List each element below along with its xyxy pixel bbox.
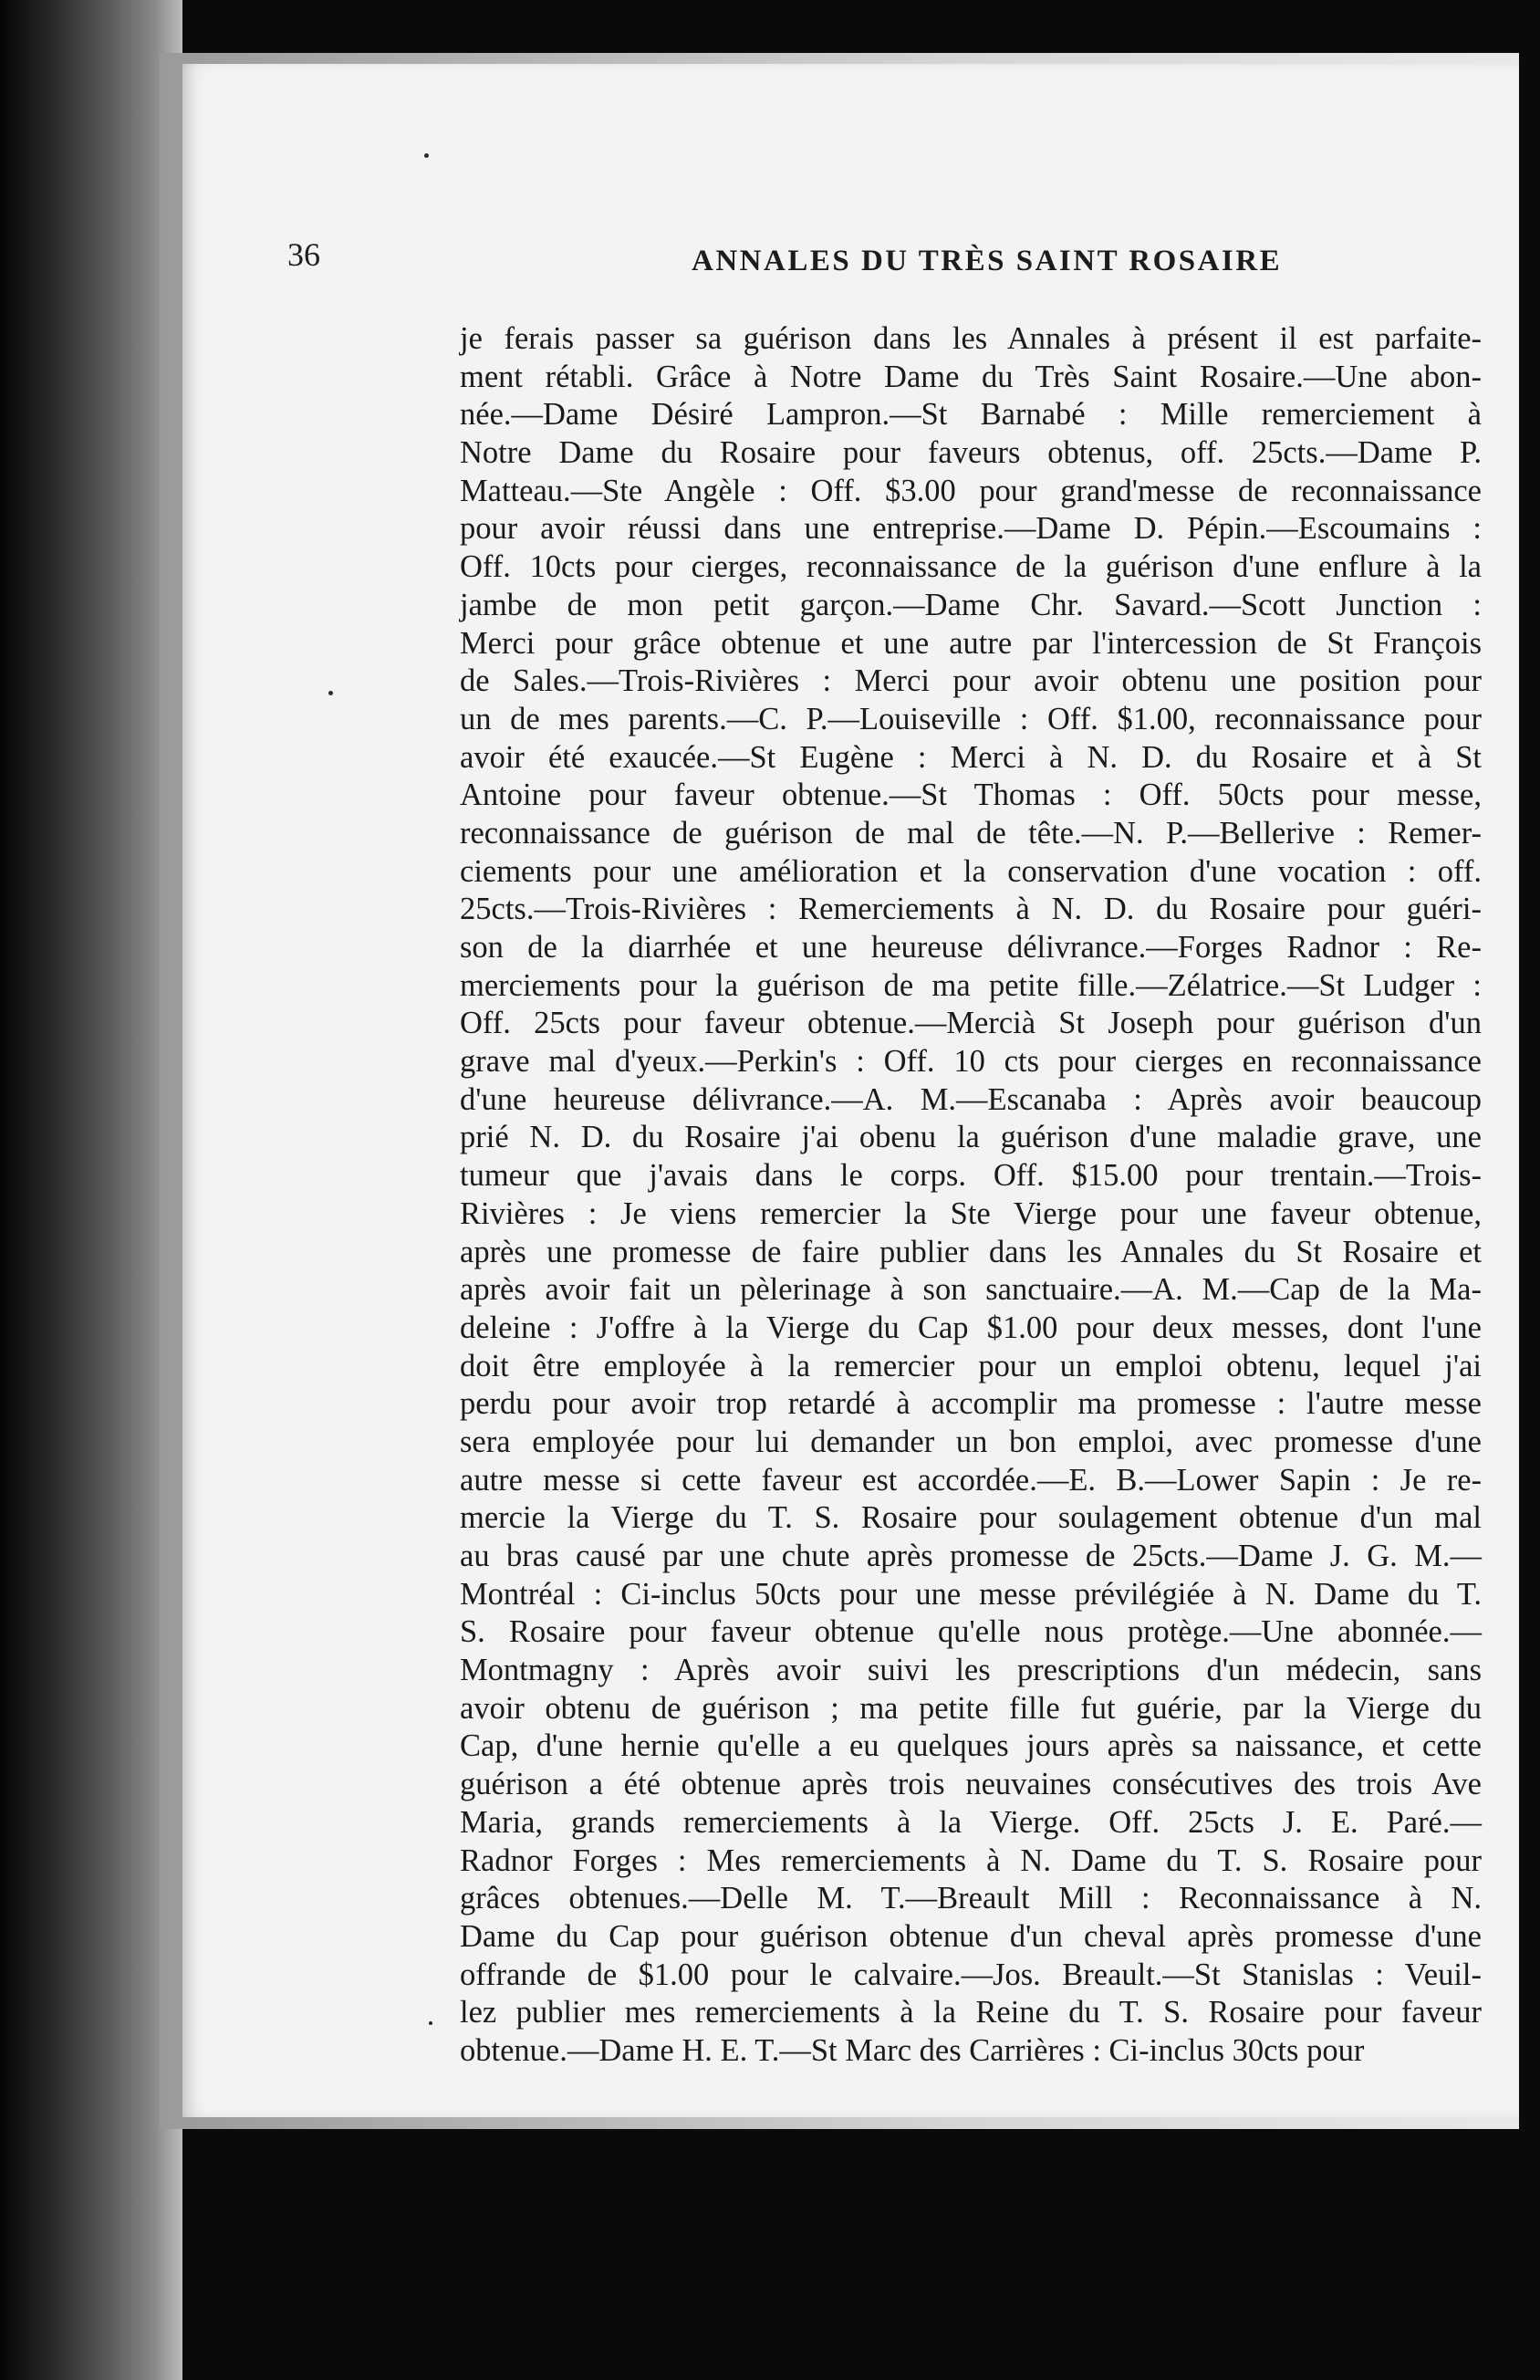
- text-line: guérison a été obtenue après trois neuvaines consécutives des trois Ave: [460, 1767, 1482, 1802]
- text-line: Notre Dame du Rosaire pour faveurs obtenus, off. 25cts.—Dame P.: [460, 435, 1482, 471]
- text-line: Maria, grands remerciements à la Vierge. Off. 25cts J. E. Paré.—: [460, 1804, 1482, 1840]
- text-line: Radnor Forges : Mes remerciements à N. Dame du T. S. Rosaire pour: [460, 1842, 1482, 1878]
- text-line: Antoine pour faveur obtenue.—St Thomas : Off. 50cts pour messe,: [460, 778, 1482, 813]
- ink-speck: [424, 153, 429, 158]
- body-text: [460, 320, 1482, 2071]
- text-line: Merci pour grâce obtenue et une autre par l'intercession de St François: [460, 625, 1482, 661]
- text-line: lez publier mes remerciements à la Reine du T. S. Rosaire pour faveur: [460, 1995, 1482, 2030]
- text-line: après avoir fait un pèlerinage à son sanctuaire.—A. M.—Cap de la Ma-: [460, 1272, 1482, 1308]
- text-line: mercie la Vierge du T. S. Rosaire pour soulagement obtenue d'un mal: [460, 1500, 1482, 1536]
- text-line: sera employée pour lui demander un bon emploi, avec promesse d'une: [460, 1424, 1482, 1459]
- text-line: je ferais passer sa guérison dans les Annales à présent il est parfaite-: [460, 321, 1482, 356]
- text-line: Matteau.—Ste Angèle : Off. $3.00 pour grand'messe de reconnaissance: [460, 473, 1482, 508]
- text-line: Off. 25cts pour faveur obtenue.—Mercià St Joseph pour guérison d'un: [460, 1006, 1482, 1041]
- text-line: Rivières : Je viens remercier la Ste Vierge pour une faveur obtenue,: [460, 1195, 1482, 1231]
- text-line: ment rétabli. Grâce à Notre Dame du Très Saint Rosaire.—Une abon-: [460, 359, 1482, 394]
- text-line: doit être employée à la remercier pour un emploi obtenu, lequel j'ai: [460, 1348, 1482, 1383]
- text-line: ciements pour une amélioration et la conservation d'une vocation : off.: [460, 853, 1482, 889]
- text-line: après une promesse de faire publier dans les Annales du St Rosaire et: [460, 1234, 1482, 1269]
- text-line: 25cts.—Trois-Rivières : Remerciements à N. D. du Rosaire pour guéri-: [460, 892, 1482, 927]
- text-line: d'une heureuse délivrance.—A. M.—Escanaba : Après avoir beaucoup: [460, 1081, 1482, 1117]
- text-line: de Sales.—Trois-Rivières : Merci pour avoir obtenu une position pour: [460, 663, 1482, 699]
- text-line: avoir obtenu de guérison ; ma petite fille fut guérie, par la Vierge du: [460, 1690, 1482, 1726]
- running-title: ANNALES DU TRÈS SAINT ROSAIRE: [692, 245, 1283, 277]
- text-line: prié N. D. du Rosaire j'ai obenu la guérison d'une maladie grave, une: [460, 1120, 1482, 1155]
- text-line: perdu pour avoir trop retardé à accomplir ma promesse : l'autre messe: [460, 1386, 1482, 1422]
- text-line: pour avoir réussi dans une entreprise.—Dame D. Pépin.—Escoumains :: [460, 511, 1482, 547]
- text-line: un de mes parents.—C. P.—Louiseville : Off. $1.00, reconnaissance pour: [460, 701, 1482, 736]
- binding-gutter: [0, 0, 182, 2380]
- text-line: née.—Dame Désiré Lampron.—St Barnabé : Mille remerciement à: [460, 397, 1482, 433]
- text-line: S. Rosaire pour faveur obtenue qu'elle nous protège.—Une abonnée.—: [460, 1614, 1482, 1650]
- text-line: Cap, d'une hernie qu'elle a eu quelques jours après sa naissance, et cette: [460, 1728, 1482, 1764]
- text-line: merciements pour la guérison de ma petite fille.—Zélatrice.—St Ludger :: [460, 967, 1482, 1003]
- text-line: offrande de $1.00 pour le calvaire.—Jos. Breault.—St Stanislas : Veuil-: [460, 1957, 1482, 1992]
- text-line: tumeur que j'avais dans le corps. Off. $15.00 pour trentain.—Trois-: [460, 1158, 1482, 1194]
- text-line: grave mal d'yeux.—Perkin's : Off. 10 cts pour cierges en reconnaissance: [460, 1044, 1482, 1080]
- text-line: autre messe si cette faveur est accordée.—E. B.—Lower Sapin : Je re-: [460, 1462, 1482, 1498]
- text-line: reconnaissance de guérison de mal de tête.—N. P.—Bellerive : Remer-: [460, 815, 1482, 851]
- text-line: deleine : J'offre à la Vierge du Cap $1.00 pour deux messes, dont l'une: [460, 1310, 1482, 1345]
- text-line: Montréal : Ci-inclus 50cts pour une messe prévilégiée à N. Dame du T.: [460, 1576, 1482, 1612]
- ink-speck: [429, 2021, 432, 2025]
- text-line: Montmagny : Après avoir suivi les prescriptions d'un médecin, sans: [460, 1653, 1482, 1688]
- text-line: grâces obtenues.—Delle M. T.—Breault Mill : Reconnaissance à N.: [460, 1881, 1482, 1916]
- text-line: obtenue.—Dame H. E. T.—St Marc des Carrières : Ci-inclus 30cts pour: [460, 2032, 1365, 2068]
- ink-speck: [328, 691, 333, 695]
- page-number: 36: [287, 236, 320, 273]
- text-line: avoir été exaucée.—St Eugène : Merci à N. D. du Rosaire et à St: [460, 739, 1482, 775]
- text-line: son de la diarrhée et une heureuse délivrance.—Forges Radnor : Re-: [460, 930, 1482, 965]
- text-line: Off. 10cts pour cierges, reconnaissance de la guérison d'une enflure à la: [460, 549, 1482, 585]
- text-line: Dame du Cap pour guérison obtenue d'un cheval après promesse d'une: [460, 1918, 1482, 1954]
- text-line: jambe de mon petit garçon.—Dame Chr. Savard.—Scott Junction :: [460, 587, 1482, 622]
- text-line: au bras causé par une chute après promesse de 25cts.—Dame J. G. M.—: [460, 1539, 1482, 1573]
